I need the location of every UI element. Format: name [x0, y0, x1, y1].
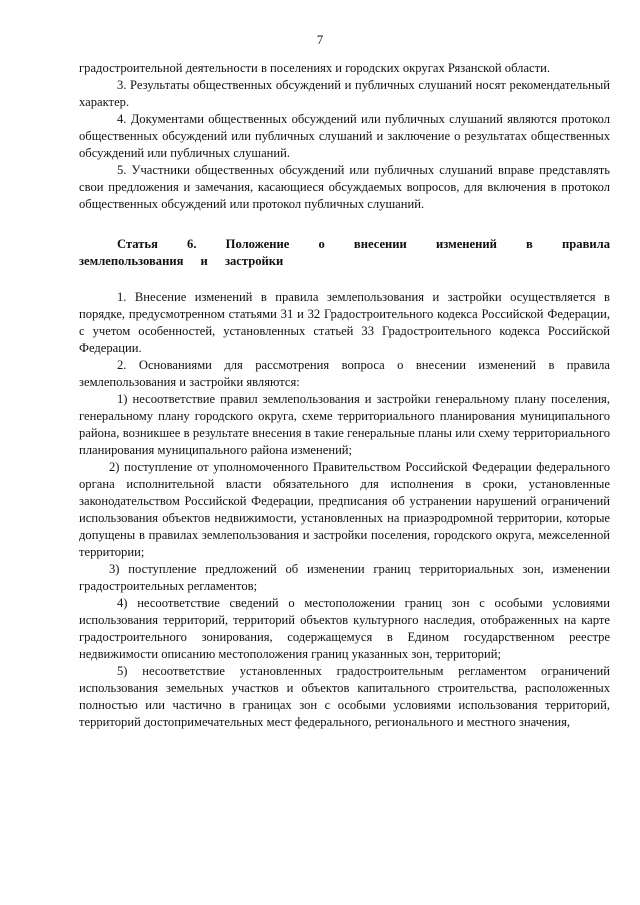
paragraph-subitem-5: 5) несоответствие установленных градостроительным регламентом ограничений использования земельных участков и объектов капитального строительства, расположенных полностью или частично в границах зон с особыми условиями использования территорий, территорий достопримечательных мест федерального, регионального и местного значения,: [79, 664, 610, 729]
paragraph-item-5: 5. Участники общественных обсуждений или публичных слушаний вправе представлять свои предложения и замечания, касающиеся обсуждаемых вопросов, для включения в протокол общественных обсуждений или протокол публичных слушаний.: [79, 163, 610, 211]
paragraph-subitem-2: 2) поступление от уполномоченного Правительством Российской Федерации федерального органа исполнительной власти обязательного для исполнения в сроки, установленные законодательством Российской Федерации, предписания об устранении нарушений ограничений использования объектов недвижимости, установленных на приаэродромной территории, которые допущены в правилах землепользования и застройки поселения, городского округа, межселенной территории;: [79, 460, 610, 559]
paragraph-subitem-4: 4) несоответствие сведений о местоположении границ зон с особыми условиями использования территорий, территорий объектов культурного наследия, отображенных на карте градостроительного зонирования, содержащемуся в Едином государственном реестре недвижимости описанию местоположения границ указанных зон, территорий;: [79, 596, 610, 661]
page-number: 7: [316, 33, 324, 47]
paragraph-article-item-2: 2. Основаниями для рассмотрения вопроса о внесении изменений в правила землепользования и застройки являются:: [79, 358, 610, 389]
paragraph-continuation: градостроительной деятельности в поселениях и городских округах Рязанской области.: [79, 61, 551, 75]
article-heading: Статья 6. Положение о внесении изменений в правила землепользования и застройки: [79, 237, 610, 268]
spacer: [79, 270, 610, 289]
paragraph-article-item-1: 1. Внесение изменений в правила землепользования и застройки осуществляется в порядке, предусмотренном статьями 31 и 32 Градостроительного кодекса Российской Федерации, с учетом особенностей, установленных статьей 33 Градостроительного кодекса Российской Федерации.: [79, 290, 610, 355]
document-body: [79, 60, 610, 731]
paragraph-item-3: 3. Результаты общественных обсуждений и публичных слушаний носят рекомендательный характер.: [79, 78, 610, 109]
paragraph-subitem-3: 3) поступление предложений об изменении границ территориальных зон, изменении градостроительных регламентов;: [79, 562, 610, 593]
paragraph-item-4: 4. Документами общественных обсуждений или публичных слушаний являются протокол общественных обсуждений или публичных слушаний и заключение о результатах общественных обсуждений или публичных слушаний.: [79, 112, 610, 160]
paragraph-subitem-1: 1) несоответствие правил землепользования и застройки генеральному плану поселения, генеральному плану городского округа, схеме территориального планирования муниципального района, возникшее в результате внесения в такие генеральные планы или схему территориального планирования муниципального района изменений;: [79, 392, 610, 457]
